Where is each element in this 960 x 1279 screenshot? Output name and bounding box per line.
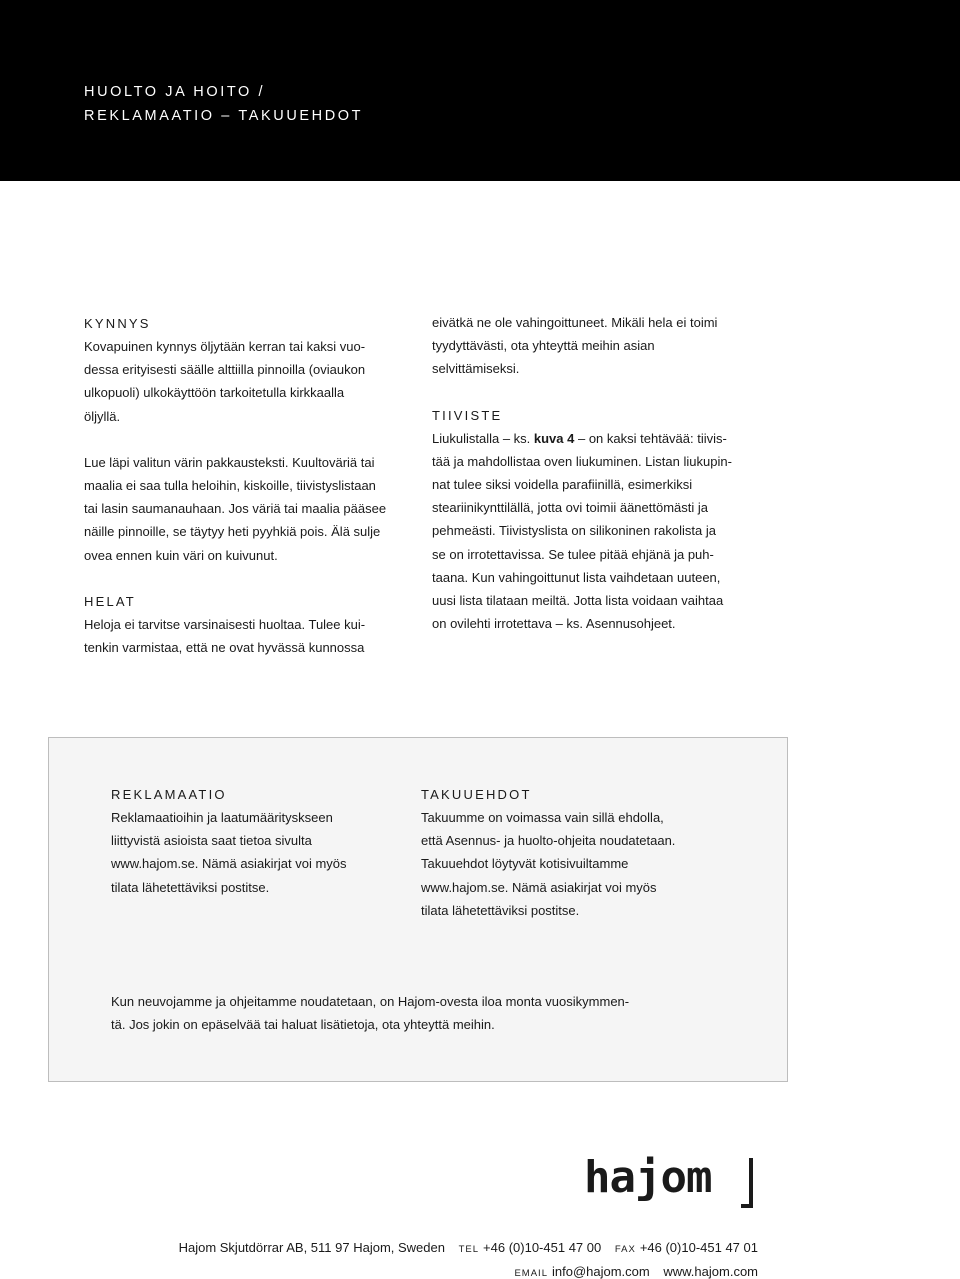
page-title-line-1: HUOLTO JA HOITO /: [84, 84, 266, 100]
fax-number: +46 (0)10-451 47 01: [639, 1240, 758, 1255]
tiiviste-text-line: steariinikynttilällä, jotta ovi toimii äänettömästi ja: [432, 500, 709, 516]
takuuehdot-text-line: www.hajom.se. Nämä asiakirjat voi myös: [421, 879, 657, 895]
left-column: [84, 312, 386, 659]
logo-wordmark: hajom: [584, 1152, 712, 1203]
kynnys-text-line: öljyllä.: [84, 408, 121, 424]
right-column: [432, 311, 732, 635]
tiiviste-text-line: uusi lista tilataan meiltä. Jotta lista voidaan vaihtaa: [432, 593, 724, 609]
figure-reference: kuva 4: [533, 430, 575, 446]
closing-note: [111, 990, 629, 1036]
tiiviste-text-line: on ovilehti irrotettava – ks. Asennusohjeet.: [432, 616, 676, 632]
tiiviste-text-line: se on irrotettavissa. Se tulee pitää ehjänä ja puh-: [432, 546, 714, 562]
kynnys-text-line: Kovapuinen kynnys öljytään kerran tai kaksi vuo-: [84, 339, 366, 354]
fax-label: FAX: [614, 1244, 636, 1255]
reklamaatio-column: [111, 783, 347, 899]
closing-text-line: tä. Jos jokin on epäselvää tai haluat lisätietoja, ota yhteyttä meihin.: [111, 1017, 495, 1033]
reklamaatio-text-line: www.hajom.se. Nämä asiakirjat voi myös: [111, 856, 347, 872]
reklamaatio-text-line: Reklamaatioihin ja laatumäärityskseen: [111, 810, 333, 825]
hajom-logo: [584, 1152, 759, 1212]
company-address: Hajom Skjutdörrar AB, 511 97 Hajom, Sweden: [178, 1240, 445, 1255]
helat-text-line: tenkin varmistaa, että ne ovat hyvässä kunnossa: [84, 640, 365, 656]
tiiviste-heading: TIIVISTE: [432, 407, 503, 423]
takuuehdot-text-line: että Asennus- ja huolto-ohjeita noudatetaan.: [421, 833, 676, 849]
tiiviste-text-line: [432, 427, 732, 450]
warranty-info-box: [48, 737, 788, 1082]
website-link[interactable]: www.hajom.com: [663, 1264, 758, 1279]
tiiviste-text-line: tää ja mahdollistaa oven liukuminen. Listan liukupin-: [432, 453, 732, 469]
tel-label: TEL: [458, 1244, 480, 1255]
helat-heading: HELAT: [84, 593, 136, 609]
email-label: EMAIL: [514, 1268, 548, 1279]
footer-web-line: [504, 1264, 758, 1279]
reklamaatio-text-line: liittyvistä asioista saat tietoa sivulta: [111, 833, 312, 849]
kynnys-text-line: ulkopuoli) ulkokäyttöön tarkoitetulla kirkkaalla: [84, 385, 345, 401]
takuuehdot-column: [421, 783, 675, 922]
paint-text-line: maalia ei saa tulla heloihin, kiskoille, tiivistyslistaan: [84, 478, 376, 494]
header-bar: [0, 0, 960, 181]
helat-continued-line: selvittämiseksi.: [432, 361, 520, 377]
helat-text-line: Heloja ei tarvitse varsinaisesti huoltaa. Tulee kui-: [84, 616, 366, 632]
takuuehdot-text-line: tilata lähetettäviksi postitse.: [421, 902, 580, 918]
paint-text-line: näille pinnoille, se täytyy heti pyyhkiä pois. Älä sulje: [84, 524, 381, 540]
takuuehdot-text-line: Takuumme on voimassa vain sillä ehdolla,: [421, 810, 664, 825]
kynnys-text-line: dessa erityisesti säälle alttiilla pinnoilla (oviaukon: [84, 362, 366, 378]
tiiviste-text-line: pehmeästi. Tiivistyslista on silikoninen rakolista ja: [432, 523, 716, 539]
paint-text-line: ovea ennen kuin väri on kuivunut.: [84, 547, 278, 563]
footer-contact-line: [179, 1240, 758, 1255]
logo-bracket-mark: [741, 1158, 753, 1208]
page-title: [84, 80, 363, 128]
reklamaatio-heading: REKLAMAATIO: [111, 787, 227, 802]
tiiviste-text-line: taana. Kun vahingoittunut lista vaihdetaan uuteen,: [432, 569, 721, 585]
paint-text-line: tai lasin saumanauhaan. Jos väriä tai maalia pääsee: [84, 501, 387, 517]
closing-text-line: Kun neuvojamme ja ohjeitamme noudatetaan, on Hajom-ovesta iloa monta vuosikymmen-: [111, 994, 630, 1009]
takuuehdot-text-line: Takuuehdot löytyvät kotisivuiltamme: [421, 856, 629, 872]
paint-text-line: Lue läpi valitun värin pakkausteksti. Kuultoväriä tai: [84, 454, 375, 470]
takuuehdot-heading: TAKUUEHDOT: [421, 787, 532, 802]
reklamaatio-text-line: tilata lähetettäviksi postitse.: [111, 879, 270, 895]
tiiviste-text-post: – on kaksi tehtävää: tiivis-: [574, 430, 727, 446]
tiiviste-text-line: nat tulee siksi voidella parafiinillä, esimerkiksi: [432, 477, 693, 493]
helat-continued-line: tyydyttävästi, ota yhteyttä meihin asian: [432, 338, 655, 354]
tiiviste-text-pre: Liukulistalla – ks.: [432, 430, 534, 446]
page-title-line-2: REKLAMAATIO – TAKUUEHDOT: [84, 108, 364, 124]
helat-continued-line: eivätkä ne ole vahingoittuneet. Mikäli hela ei toimi: [432, 315, 718, 330]
email-link[interactable]: info@hajom.com: [551, 1264, 650, 1279]
phone-number[interactable]: +46 (0)10-451 47 00: [483, 1240, 602, 1255]
kynnys-heading: KYNNYS: [84, 316, 151, 331]
